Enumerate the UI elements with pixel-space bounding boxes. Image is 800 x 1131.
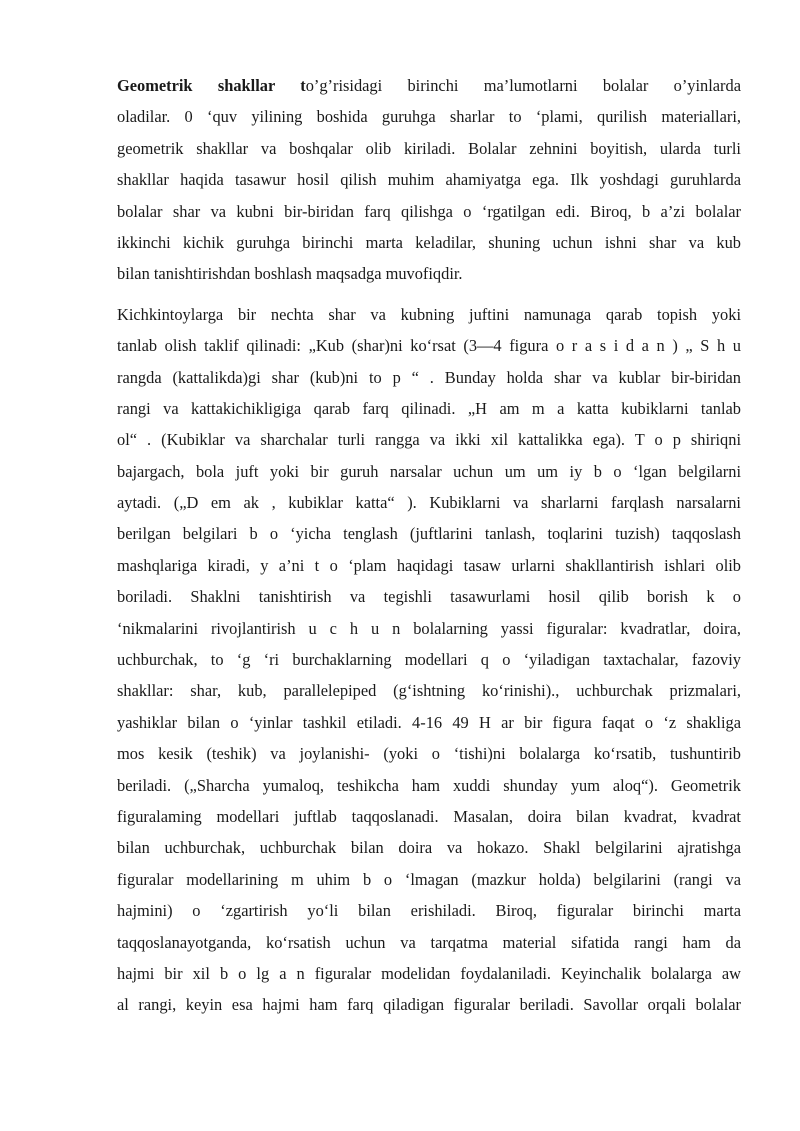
text-line: rangda (kattalikda)gi shar (kub)ni to p “ . Bunday holda shar va kublar bir-biridan <box>117 367 741 387</box>
text-line: Geometrik shakllar to’g’risidagi birinchi ma’lumotlarni bolalar o’yinlarda <box>117 76 741 95</box>
bold-lead: Geometrik shakllar t <box>117 76 306 95</box>
text-line: hajmi bir xil b o lg a n figuralar modelidan foydalaniladi. Keyinchalik bolalarga aw <box>117 963 741 983</box>
text-line: ol“ . (Kubiklar va sharchalar turli rangga va ikki xil kattalikka ega). T o p shiriqni <box>117 430 741 450</box>
text-line: boriladi. Shaklni tanishtirish va tegishli tasawurlami hosil qilib borish k o <box>117 587 741 607</box>
text-line: al rangi, keyin esa hajmi ham farq qiladigan figuralar beriladi. Savollar orqali bolalar <box>117 995 741 1015</box>
text-line: shakllar haqida tasawur hosil qilish muhim ahamiyatga ega. Ilk yoshdagi guruhlarda <box>117 170 741 190</box>
text-line: beriladi. („Sharcha yumaloq, teshikcha ham xuddi shunday yum aloq“). Geometrik <box>117 775 741 795</box>
text-line: mos kesik (teshik) va joylanishi- (yoki o ‘tishi)ni bolalarga ko‘rsatib, tushuntirib <box>117 744 741 764</box>
paragraph-2 <box>117 299 741 1021</box>
text-line: yashiklar bilan o ‘yinlar tashkil etiladi. 4-16 49 H ar bir figura faqat o ‘z shakliga <box>117 712 741 732</box>
text-line: Kichkintoylarga bir nechta shar va kubning juftini namunaga qarab topish yoki <box>117 304 741 324</box>
text-line: mashqlariga kiradi, y a’ni t o ‘plam haqidagi tasaw urlarni shakllantirish ishlari olib <box>117 555 741 575</box>
text-line: ‘nikmalarini rivojlantirish u c h u n bolalarning yassi figuralar: kvadratlar, doira, <box>117 618 741 638</box>
text-line: figuralaming modellari juftlab taqqoslanadi. Masalan, doira bilan kvadrat, kvadrat <box>117 806 741 826</box>
text-line: rangi va kattakichikligiga qarab farq qilinadi. „H am m a katta kubiklarni tanlab <box>117 398 741 418</box>
text-line: ikkinchi kichik guruhga birinchi marta keladilar, shuning uchun ishni shar va kub <box>117 232 741 252</box>
text-line: hajmini) o ‘zgartirish yo‘li bilan erishiladi. Biroq, figuralar birinchi marta <box>117 901 741 921</box>
document-page <box>117 70 741 1021</box>
text-line: berilgan belgilari b o ‘yicha tenglash (juftlarini tanlash, toqlarini tuzish) taqqoslash <box>117 524 741 544</box>
text-line: figuralar modellarining m uhim b o ‘lmagan (mazkur holda) belgilarini (rangi va <box>117 869 741 889</box>
text-line: aytadi. („D em ak , kubiklar katta“ ). Kubiklarni va sharlarni farqlash narsalarni <box>117 493 741 513</box>
text-line: taqqoslanayotganda, ko‘rsatish uchun va tarqatma material sifatida rangi ham da <box>117 932 741 952</box>
text-line: geometrik shakllar va boshqalar olib kiriladi. Bolalar zehnini boyitish, ularda turli <box>117 138 741 158</box>
text-line: oladilar. 0 ‘quv yilining boshida guruhga sharlar to ‘plami, qurilish materiallari, <box>117 107 741 127</box>
text-line: bolalar shar va kubni bir-biridan farq qilishga o ‘rgatilgan edi. Biroq, b a’zi bolalar <box>117 201 741 221</box>
text-line: bilan tanishtirishdan boshlash maqsadga muvofiqdir. <box>117 264 463 284</box>
text-line: bilan uchburchak, uchburchak bilan doira va hokazo. Shakl belgilarini ajratishga <box>117 838 741 858</box>
paragraph-1 <box>117 70 741 290</box>
text-line: shakllar: shar, kub, parallelepiped (g‘ishtning ko‘rinishi)., uchburchak prizmalari, <box>117 681 741 701</box>
text-line: bajargach, bola juft yoki bir guruh narsalar uchun um um iy b o ‘lgan belgilarni <box>117 461 741 481</box>
text-line: uchburchak, to ‘g ‘ri burchaklarning modellari q o ‘yiladigan taxtachalar, fazoviy <box>117 650 741 670</box>
text-line: tanlab olish taklif qilinadi: „Kub (shar)ni ko‘rsat (3—4 figura o r a s i d a n ) „ S h u <box>117 336 741 356</box>
